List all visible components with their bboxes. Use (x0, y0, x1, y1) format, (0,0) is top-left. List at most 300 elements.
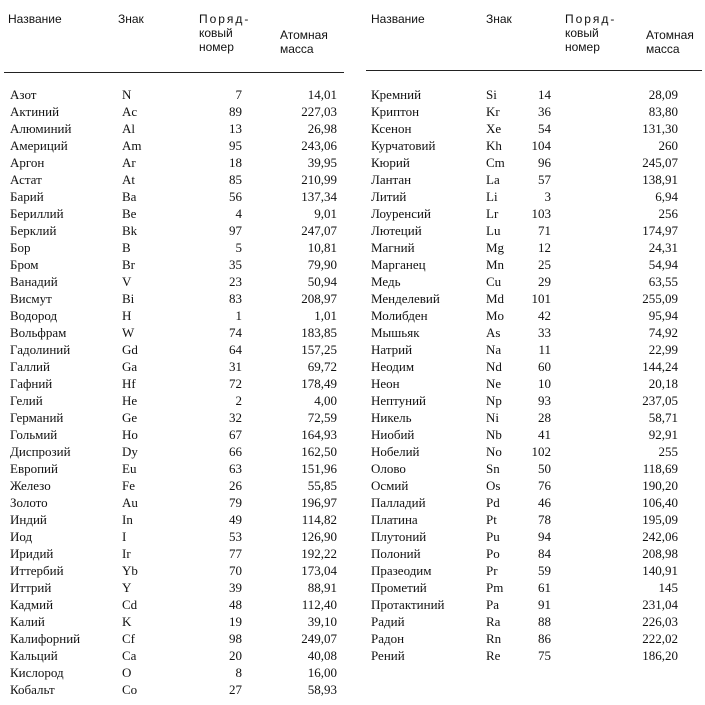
left-header-number (199, 12, 250, 54)
atomic-mass: 164,93 (301, 427, 337, 442)
element-name: Медь (371, 274, 401, 289)
atomic-number: 42 (538, 308, 551, 323)
atomic-number: 70 (229, 563, 242, 578)
atomic-mass: 137,34 (301, 189, 337, 204)
element-symbol: Ra (486, 614, 501, 629)
element-name: Магний (371, 240, 415, 255)
table-row (10, 494, 337, 511)
left-element-table (10, 86, 337, 698)
left-header-number-line3: номер (199, 40, 234, 54)
element-symbol: Ar (122, 155, 136, 170)
atomic-mass: 237,05 (642, 393, 678, 408)
element-name: Иттрий (10, 580, 52, 595)
element-symbol: Ga (122, 359, 138, 374)
table-row (10, 103, 337, 120)
element-symbol: Si (486, 87, 497, 102)
table-row (371, 290, 678, 307)
atomic-mass: 183,85 (301, 325, 337, 340)
atomic-mass: 74,92 (648, 325, 678, 340)
table-row (10, 273, 337, 290)
left-header-number-line1: Поряд- (199, 12, 251, 26)
table-row (10, 188, 337, 205)
element-name: Неон (371, 376, 400, 391)
atomic-mass: 106,40 (642, 495, 678, 510)
atomic-mass: 208,97 (301, 291, 337, 306)
element-symbol: Na (486, 342, 502, 357)
atomic-mass: 22,99 (648, 342, 678, 357)
element-name: Азот (10, 87, 37, 102)
atomic-mass: 92,91 (648, 427, 678, 442)
atomic-number: 93 (538, 393, 551, 408)
atomic-mass: 118,69 (642, 461, 678, 476)
element-name: Лантан (371, 172, 412, 187)
element-name: Кислород (10, 665, 64, 680)
right-header-number (565, 12, 616, 54)
element-name: Аргон (10, 155, 45, 170)
atomic-number: 48 (229, 597, 242, 612)
atomic-number: 57 (538, 172, 551, 187)
atomic-mass: 192,22 (301, 546, 337, 561)
table-row (371, 460, 678, 477)
element-symbol: B (122, 240, 131, 255)
element-symbol: No (486, 444, 502, 459)
atomic-number: 102 (531, 444, 551, 459)
atomic-number: 101 (531, 291, 551, 306)
element-name: Лютеций (371, 223, 422, 238)
element-name: Лоуренсий (371, 206, 431, 221)
element-name: Курчатовий (371, 138, 436, 153)
atomic-number: 46 (538, 495, 551, 510)
right-element-table (371, 86, 678, 664)
atomic-number: 79 (229, 495, 242, 510)
left-header-mass-line1: Атомная (280, 28, 328, 42)
element-symbol: Ne (486, 376, 502, 391)
atomic-number: 8 (235, 665, 242, 680)
left-header-symbol: Знак (118, 12, 144, 26)
atomic-mass: 260 (658, 138, 678, 153)
element-symbol: Pu (486, 529, 500, 544)
table-row (371, 409, 678, 426)
element-symbol: Cd (122, 597, 138, 612)
atomic-number: 36 (538, 104, 551, 119)
element-name: Радий (371, 614, 405, 629)
atomic-mass: 151,96 (301, 461, 337, 476)
atomic-number: 33 (538, 325, 551, 340)
table-row (371, 86, 678, 103)
atomic-mass: 88,91 (307, 580, 337, 595)
atomic-mass: 112,40 (301, 597, 337, 612)
atomic-number: 91 (538, 597, 551, 612)
element-symbol: Re (486, 648, 501, 663)
table-row (10, 545, 337, 562)
left-header-mass-line2: масса (280, 42, 314, 56)
atomic-number: 4 (235, 206, 242, 221)
atomic-mass: 196,97 (301, 495, 337, 510)
atomic-mass: 126,90 (301, 529, 337, 544)
atomic-number: 35 (229, 257, 242, 272)
atomic-number: 54 (538, 121, 551, 136)
table-row (371, 596, 678, 613)
atomic-number: 20 (229, 648, 242, 663)
element-symbol: Xe (486, 121, 502, 136)
atomic-mass: 173,04 (301, 563, 337, 578)
element-name: Криптон (371, 104, 420, 119)
atomic-number: 67 (229, 427, 242, 442)
element-name: Бор (10, 240, 31, 255)
atomic-number: 59 (538, 563, 551, 578)
atomic-mass: 58,71 (648, 410, 678, 425)
element-name: Радон (371, 631, 405, 646)
table-row (371, 222, 678, 239)
element-symbol: Y (122, 580, 132, 595)
element-symbol: At (122, 172, 135, 187)
atomic-mass: 9,01 (314, 206, 337, 221)
atomic-number: 56 (229, 189, 242, 204)
table-row (371, 239, 678, 256)
element-name: Ксенон (371, 121, 412, 136)
atomic-mass: 144,24 (642, 359, 678, 374)
table-row (371, 205, 678, 222)
table-row (10, 681, 337, 698)
atomic-mass: 114,82 (301, 512, 337, 527)
right-header-rule (366, 70, 702, 71)
table-row (10, 511, 337, 528)
atomic-mass: 227,03 (301, 104, 337, 119)
element-symbol: Ho (122, 427, 138, 442)
table-row (371, 647, 678, 664)
atomic-mass: 69,72 (307, 359, 337, 374)
right-header-number-line2: ковый (565, 26, 599, 40)
table-row (10, 324, 337, 341)
table-row (371, 171, 678, 188)
atomic-number: 66 (229, 444, 242, 459)
table-row (371, 392, 678, 409)
element-name: Нептуний (371, 393, 426, 408)
right-header-mass-line1: Атомная (646, 28, 694, 42)
element-name: Алюминий (10, 121, 72, 136)
atomic-mass: 39,95 (307, 155, 337, 170)
table-row (371, 511, 678, 528)
element-symbol: Ca (122, 648, 137, 663)
table-row (10, 222, 337, 239)
element-name: Золото (10, 495, 48, 510)
atomic-number: 49 (229, 512, 242, 527)
table-row (10, 562, 337, 579)
element-symbol: O (122, 665, 132, 680)
table-row (371, 562, 678, 579)
element-symbol: Kh (486, 138, 502, 153)
element-name: Кальций (10, 648, 58, 663)
atomic-number: 7 (235, 87, 242, 102)
atomic-mass: 256 (658, 206, 678, 221)
element-symbol: Am (122, 138, 142, 153)
element-symbol: He (122, 393, 138, 408)
atomic-mass: 50,94 (307, 274, 337, 289)
atomic-mass: 247,07 (301, 223, 337, 238)
atomic-number: 31 (229, 359, 242, 374)
element-name: Кюрий (371, 155, 410, 170)
atomic-mass: 40,08 (307, 648, 337, 663)
atomic-mass: 54,94 (648, 257, 678, 272)
table-row (371, 630, 678, 647)
atomic-number: 14 (538, 87, 551, 102)
atomic-number: 75 (538, 648, 551, 663)
element-symbol: Eu (122, 461, 137, 476)
element-name: Кремний (371, 87, 422, 102)
atomic-mass: 72,59 (307, 410, 337, 425)
table-row (371, 579, 678, 596)
element-symbol: Ac (122, 104, 138, 119)
atomic-number: 19 (229, 614, 242, 629)
atomic-mass: 157,25 (301, 342, 337, 357)
element-symbol: Li (486, 189, 498, 204)
atomic-number: 60 (538, 359, 551, 374)
element-symbol: Co (122, 682, 138, 697)
atomic-number: 72 (229, 376, 242, 391)
atomic-number: 97 (229, 223, 242, 238)
table-row (10, 358, 337, 375)
atomic-mass: 1,01 (314, 308, 337, 323)
element-name: Диспрозий (10, 444, 71, 459)
element-name: Ниобий (371, 427, 415, 442)
atomic-number: 74 (229, 325, 242, 340)
atomic-number: 104 (531, 138, 551, 153)
element-symbol: Cf (122, 631, 135, 646)
atomic-number: 29 (538, 274, 551, 289)
element-name: Берклий (10, 223, 57, 238)
atomic-number: 83 (229, 291, 242, 306)
atomic-number: 2 (235, 393, 242, 408)
element-name: Америций (10, 138, 68, 153)
atomic-number: 25 (538, 257, 551, 272)
element-symbol: Bi (122, 291, 135, 306)
element-name: Европий (10, 461, 58, 476)
atomic-mass: 63,55 (648, 274, 678, 289)
element-name: Барий (10, 189, 44, 204)
table-row (371, 273, 678, 290)
element-name: Никель (371, 410, 412, 425)
element-symbol: Bk (122, 223, 138, 238)
element-symbol: Be (122, 206, 137, 221)
element-name: Палладий (371, 495, 426, 510)
atomic-number: 41 (538, 427, 551, 442)
atomic-number: 86 (538, 631, 551, 646)
atomic-mass: 162,50 (301, 444, 337, 459)
atomic-mass: 26,98 (307, 121, 337, 136)
element-name: Молибден (371, 308, 428, 323)
element-symbol: Pr (486, 563, 498, 578)
element-symbol: K (122, 614, 132, 629)
atomic-number: 53 (229, 529, 242, 544)
element-name: Литий (371, 189, 407, 204)
atomic-number: 96 (538, 155, 551, 170)
atomic-mass: 28,09 (648, 87, 678, 102)
element-name: Осмий (371, 478, 409, 493)
atomic-mass: 4,00 (314, 393, 337, 408)
table-row (371, 188, 678, 205)
atomic-number: 77 (229, 546, 242, 561)
element-symbol: Hf (122, 376, 136, 391)
table-row (371, 613, 678, 630)
element-symbol: Mo (486, 308, 505, 323)
element-name: Астат (10, 172, 42, 187)
element-name: Нобелий (371, 444, 420, 459)
atomic-number: 64 (229, 342, 242, 357)
element-name: Рений (371, 648, 405, 663)
atomic-number: 84 (538, 546, 551, 561)
atomic-number: 89 (229, 104, 242, 119)
element-name: Менделевий (371, 291, 440, 306)
element-symbol: Fe (122, 478, 135, 493)
atomic-mass: 245,07 (642, 155, 678, 170)
atomic-mass: 131,30 (642, 121, 678, 136)
table-row (371, 426, 678, 443)
table-row (10, 120, 337, 137)
element-symbol: H (122, 308, 132, 323)
right-header-number-line3: номер (565, 40, 600, 54)
element-name: Неодим (371, 359, 415, 374)
table-row (10, 171, 337, 188)
atomic-number: 13 (229, 121, 242, 136)
atomic-number: 85 (229, 172, 242, 187)
element-symbol: Pt (486, 512, 497, 527)
atomic-number: 23 (229, 274, 242, 289)
atomic-mass: 255,09 (642, 291, 678, 306)
table-row (10, 154, 337, 171)
element-name: Железо (10, 478, 51, 493)
element-name: Гелий (10, 393, 43, 408)
element-symbol: Br (122, 257, 135, 272)
atomic-mass: 255 (658, 444, 678, 459)
element-name: Иод (10, 529, 33, 544)
right-header-name: Название (371, 12, 425, 26)
element-name: Плутоний (371, 529, 427, 544)
element-symbol: Gd (122, 342, 138, 357)
table-row (10, 307, 337, 324)
element-symbol: Pm (486, 580, 504, 595)
element-name: Бром (10, 257, 39, 272)
element-symbol: Ir (122, 546, 131, 561)
element-symbol: Pa (486, 597, 499, 612)
table-row (10, 647, 337, 664)
left-header-number-line2: ковый (199, 26, 233, 40)
element-symbol: Dy (122, 444, 138, 459)
atomic-number: 95 (229, 138, 242, 153)
element-symbol: I (122, 529, 127, 544)
element-symbol: Pd (486, 495, 500, 510)
element-symbol: Mg (486, 240, 505, 255)
element-name: Ванадий (10, 274, 58, 289)
atomic-number: 27 (229, 682, 242, 697)
element-name: Натрий (371, 342, 413, 357)
element-name: Иридий (10, 546, 54, 561)
table-row (371, 120, 678, 137)
element-name: Протактиний (371, 597, 445, 612)
table-row (371, 358, 678, 375)
left-header-mass (280, 28, 328, 56)
atomic-mass: 10,81 (307, 240, 337, 255)
element-symbol: Md (486, 291, 505, 306)
atomic-number: 88 (538, 614, 551, 629)
table-row (10, 630, 337, 647)
atomic-mass: 140,91 (642, 563, 678, 578)
element-name: Празеодим (371, 563, 432, 578)
atomic-mass: 20,18 (648, 376, 678, 391)
right-header-symbol: Знак (486, 12, 512, 26)
left-header-name: Название (8, 12, 62, 26)
atomic-mass: 6,94 (655, 189, 678, 204)
element-symbol: Po (486, 546, 500, 561)
element-symbol: Nb (486, 427, 502, 442)
table-row (10, 477, 337, 494)
element-name: Прометий (371, 580, 427, 595)
element-symbol: Ba (122, 189, 137, 204)
element-name: Марганец (371, 257, 426, 272)
element-name: Галлий (10, 359, 50, 374)
table-row (10, 341, 337, 358)
element-name: Калифорний (10, 631, 81, 646)
atomic-number: 28 (538, 410, 551, 425)
element-symbol: La (486, 172, 500, 187)
element-symbol: Kr (486, 104, 500, 119)
atomic-mass: 178,49 (301, 376, 337, 391)
table-row (371, 103, 678, 120)
table-row (371, 443, 678, 460)
atomic-number: 3 (544, 189, 551, 204)
atomic-mass: 208,98 (642, 546, 678, 561)
atomic-mass: 24,31 (648, 240, 678, 255)
table-row (10, 460, 337, 477)
atomic-number: 61 (538, 580, 551, 595)
right-header-number-line1: Поряд- (565, 12, 617, 26)
element-symbol: Al (122, 121, 135, 136)
atomic-mass: 190,20 (642, 478, 678, 493)
table-row (10, 137, 337, 154)
table-row (371, 528, 678, 545)
element-symbol: Mn (486, 257, 505, 272)
table-row (371, 307, 678, 324)
element-name: Иттербий (10, 563, 64, 578)
element-name: Актиний (10, 104, 60, 119)
table-row (10, 239, 337, 256)
atomic-mass: 231,04 (642, 597, 678, 612)
element-symbol: Nd (486, 359, 502, 374)
atomic-number: 78 (538, 512, 551, 527)
element-symbol: Ge (122, 410, 138, 425)
atomic-number: 63 (229, 461, 242, 476)
element-name: Гадолиний (10, 342, 71, 357)
element-symbol: Cm (486, 155, 505, 170)
element-name: Калий (10, 614, 45, 629)
element-name: Германий (10, 410, 64, 425)
atomic-number: 71 (538, 223, 551, 238)
element-name: Вольфрам (10, 325, 67, 340)
table-row (10, 375, 337, 392)
table-row (371, 137, 678, 154)
table-row (10, 290, 337, 307)
atomic-mass: 138,91 (642, 172, 678, 187)
atomic-mass: 14,01 (307, 87, 337, 102)
element-name: Кобальт (10, 682, 55, 697)
element-name: Кадмий (10, 597, 54, 612)
atomic-mass: 83,80 (648, 104, 678, 119)
table-row (371, 477, 678, 494)
atomic-number: 32 (229, 410, 242, 425)
table-row (10, 426, 337, 443)
right-header-mass-line2: масса (646, 42, 680, 56)
atomic-mass: 95,94 (648, 308, 678, 323)
atomic-number: 98 (229, 631, 242, 646)
